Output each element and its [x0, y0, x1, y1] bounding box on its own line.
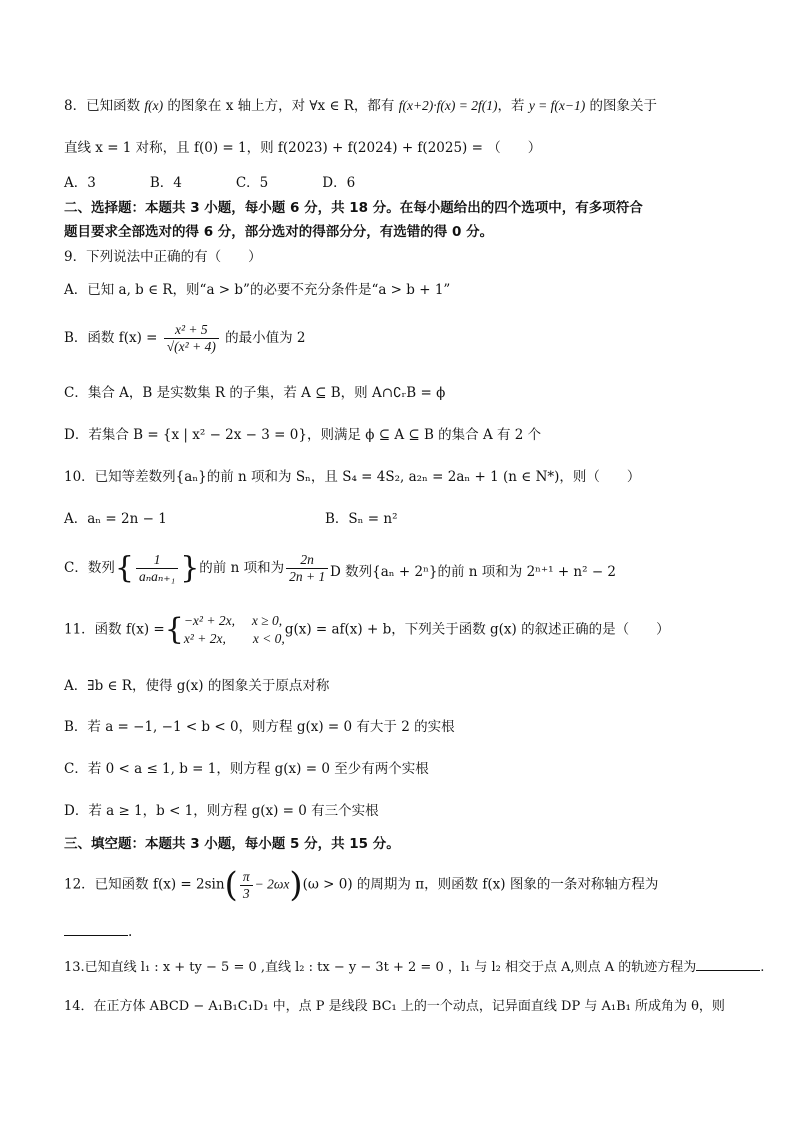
q9-b-post: 的最小值为 2 [225, 330, 306, 346]
q12-fraction [240, 869, 253, 902]
q8-line2: 直线 x = 1 对称，且 f(0) = 1，则 f(2023) + f(2024) + f(2025) = （ ） [64, 140, 542, 156]
q11-option-a: A．∃b ∈ R，使得 g(x) 的图象关于原点对称 [64, 678, 330, 694]
q12-denominator: 3 [242, 885, 250, 901]
q9-option-d: D．若集合 B = {x | x² − 2x − 3 = 0}，则满足 ϕ ⊆ A ⊆ B 的集合 A 有 2 个 [64, 427, 542, 443]
q11-piecewise [184, 612, 285, 648]
q10-c-sum-numerator: 2n [286, 552, 328, 569]
q9-b-numerator: x² + 5 [164, 322, 219, 339]
q12-blank[interactable] [64, 921, 128, 936]
q9-b-fraction [164, 322, 219, 355]
q11-case1: −x² + 2x, x ≥ 0, [183, 613, 283, 628]
q12-numerator: π [240, 869, 253, 886]
q14-stem: 14．在正方体 ABCD − A₁B₁C₁D₁ 中，点 P 是线段 BC₁ 上的一个动点，记异面直线 DP 与 A₁B₁ 所成角为 θ，则 [64, 999, 725, 1014]
q12-answer-blank[interactable] [64, 921, 132, 942]
q8-text-b: 的图象在 x 轴上方，对 ∀x ∈ R，都有 [163, 98, 399, 114]
q8-fx: f(x) [144, 98, 164, 113]
q12-stem: 12．已知函数 f(x) = 2sin( $\frac{\pi}{3}$ − 2ωx)(ω > 0) 的周期为 π，则函数 f(x) 图象的一条对称轴方程为 [64, 865, 659, 905]
q9-b-denominator: √(x² + 4) [166, 339, 216, 354]
q10-option-d: D 数列{aₙ + 2ⁿ}的前 n 项和为 2ⁿ⁺¹ + n² − 2 [330, 564, 617, 580]
q11-pre: 11．函数 f(x) = [64, 621, 165, 638]
q9-option-b [64, 322, 306, 355]
q13-blank[interactable] [696, 956, 760, 971]
q12-end: . [128, 924, 133, 940]
q8-text-a: 8．已知函数 [64, 98, 145, 114]
q10-c-fraction [136, 552, 178, 585]
q11-option-c: C．若 0 < a ≤ 1, b = 1，则方程 g(x) = 0 至少有两个实根 [64, 761, 429, 777]
q10-c-numerator: 1 [136, 552, 178, 569]
q8-line1 [64, 96, 657, 116]
q9-option-c: C．集合 A，B 是实数集 R 的子集，若 A ⊆ B，则 A∩∁ᵣB = ϕ [64, 385, 446, 401]
q12-post: (ω > 0) 的周期为 π，则函数 f(x) 图象的一条对称轴方程为 [302, 876, 659, 893]
q10-c-pre: C．数列 [64, 560, 115, 576]
q9-option-a: A．已知 a, b ∈ R，则“a > b”的必要不充分条件是“a > b + 1” [64, 282, 451, 298]
q8-text-d: 的图象关于 [585, 98, 658, 114]
q10-c-sum-fraction [286, 552, 328, 585]
q11-option-b: B．若 a = −1, −1 < b < 0，则方程 g(x) = 0 有大于 2 的实根 [64, 719, 455, 735]
q8-eq1: f(x+2)·f(x) = 2f(1) [398, 98, 498, 113]
q12-mid: − 2ωx [254, 876, 290, 892]
q11-post: g(x) = af(x) + b，下列关于函数 g(x) 的叙述正确的是（ ） [284, 621, 670, 638]
q9-b-pre: B．函数 f(x) = [64, 330, 158, 346]
section3-heading: 三、填空题：本题共 3 小题，每小题 5 分，共 15 分。 [64, 836, 400, 852]
q13-text: 13.已知直线 l₁ : x + ty − 5 = 0 ,直线 l₂ : tx − y − 3t + 2 = 0 ，l₁ 与 l₂ 相交于点 A,则点 A 的轨迹方程为 [64, 960, 697, 975]
section2-heading-line2: 题目要求全部选对的得 6 分，部分选对的得部分分，有选错的得 0 分。 [64, 224, 494, 240]
q9-stem: 9．下列说法中正确的有（ ） [64, 249, 262, 265]
q10-option-b: B．Sₙ = n² [325, 511, 398, 527]
q10-option-a: A．aₙ = 2n − 1 [64, 511, 167, 527]
q11-stem: 11．函数 f(x) ={ −x² + 2x, x ≥ 0, x² + 2x, x < 0, g(x) = af(x) + b，下列关于函数 g(x) 的叙述正确的是（ ） [64, 612, 670, 647]
q10-c-mid: 的前 n 项和为 [199, 560, 285, 576]
q10-c-denominator: aₙaₙ₊₁ [138, 569, 176, 584]
q8-eq2: y = f(x−1) [528, 98, 586, 113]
q12-pre: 12．已知函数 f(x) = 2sin [64, 876, 225, 893]
q11-case2: x² + 2x, x < 0, [183, 631, 285, 646]
q10-option-c: C．数列{ $\frac{1}{\text{aₙaₙ₊₁}}$ }的前 n 项和为 $\frac{2n}{2n + 1}$ [64, 552, 330, 585]
q10-stem: 10．已知等差数列{aₙ}的前 n 项和为 Sₙ，且 S₄ = 4S₂, a₂ₙ = 2aₙ + 1 (n ∈ N*)，则（ ） [64, 469, 641, 485]
section2-heading-line1: 二、选择题：本题共 3 小题，每小题 6 分，共 18 分。在每小题给出的四个选项中，有多项符合 [64, 200, 643, 216]
q8-options: A．3 B．4 C．5 D．6 [64, 175, 356, 191]
q13-stem [64, 956, 764, 978]
q10-c-sum-denominator: 2n + 1 [289, 569, 326, 584]
q11-option-d: D．若 a ≥ 1，b < 1，则方程 g(x) = 0 有三个实根 [64, 803, 379, 819]
q8-text-c: ，若 [497, 98, 529, 114]
q13-end: . [760, 960, 765, 975]
